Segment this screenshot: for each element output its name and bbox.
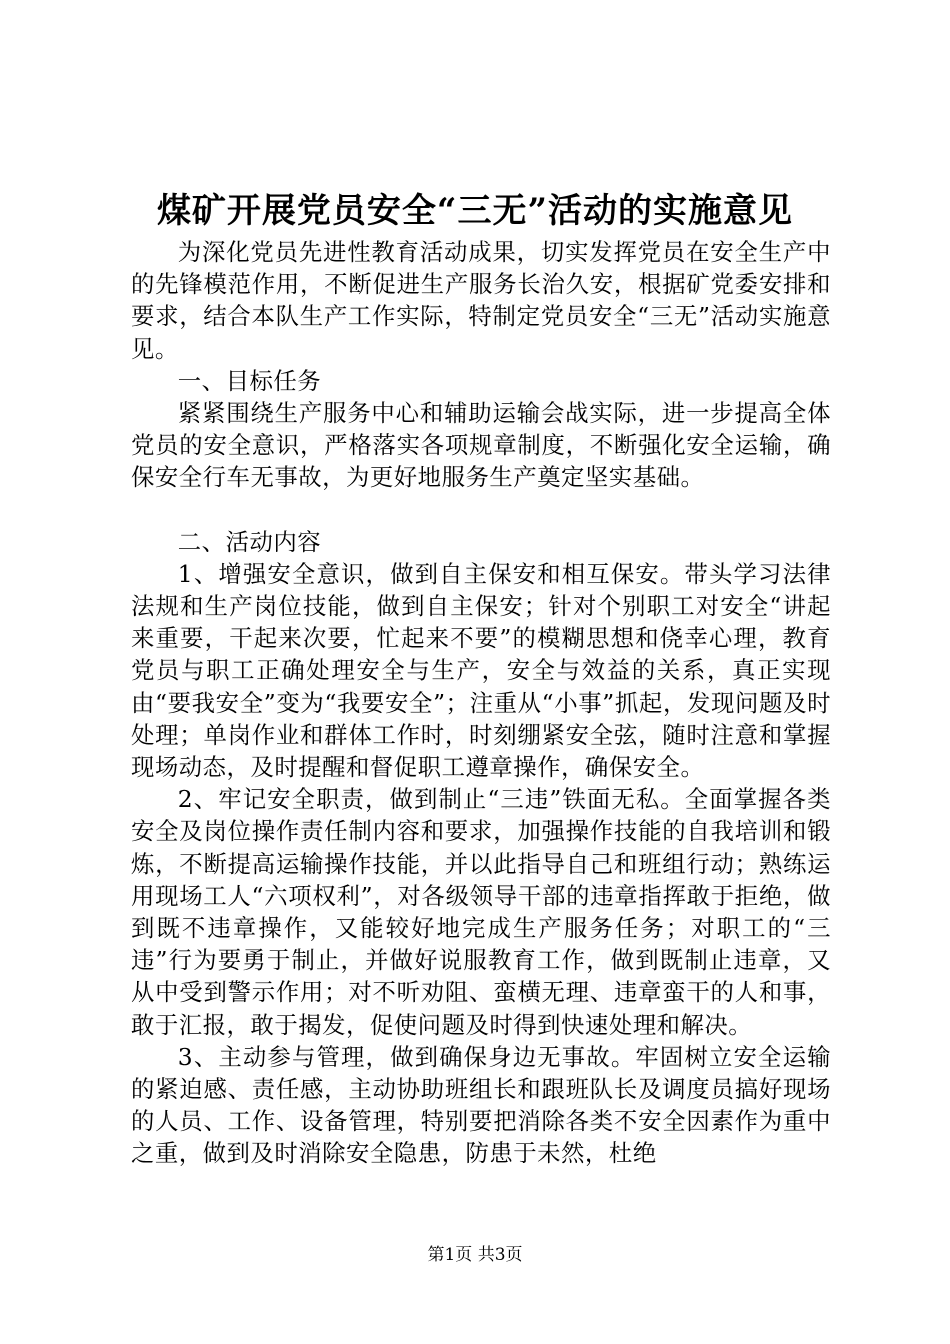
goals-paragraph: 紧紧围绕生产服务中心和辅助运输会战实际，进一步提高全体党员的安全意识，严格落实各项规章制度，不断强化安全运输，确保安全行车无事故，为更好地服务生产奠定坚实基础。 [131, 399, 831, 492]
content-item-3: 3、主动参与管理，做到确保身边无事故。牢固树立安全运输的紧迫感、责任感，主动协助班组长和跟班队长及调度员搞好现场的人员、工作、设备管理，特别要把消除各类不安全因素作为重中之重，做到及时消除安全隐患，防患于未然，杜绝 [131, 1042, 831, 1168]
page-number-footer: 第1页 共3页 [427, 1245, 523, 1265]
section-heading-goals: 一、目标任务 [177, 366, 322, 395]
content-item-2: 2、牢记安全职责，做到制止“三违”铁面无私。全面掌握各类安全及岗位操作责任制内容和要求，加强操作技能的自我培训和锻炼，不断提高运输操作技能，并以此指导自己和班组行动；熟练运用现场工人“六项权利”，对各级领导干部的违章指挥敢于拒绝，做到既不违章操作，又能较好地完成生产服务任务；对职工的“三违”行为要勇于制止，并做好说服教育工作，做到既制止违章，又从中受到警示作用；对不听劝阻、蛮横无理、违章蛮干的人和事，敢于汇报，敢于揭发，促使问题及时得到快速处理和解决。 [131, 785, 831, 1039]
content-item-1: 1、增强安全意识，做到自主保安和相互保安。带头学习法律法规和生产岗位技能，做到自主保安；针对个别职工对安全“讲起来重要，干起来次要，忙起来不要”的模糊思想和侥幸心理，教育党员与职工正确处理安全与生产，安全与效益的关系，真正实现由“要我安全”变为“我要安全”；注重从“小事”抓起，发现问题及时处理；单岗作业和群体工作时，时刻绷紧安全弦，随时注意和掌握现场动态，及时提醒和督促职工遵章操作，确保安全。 [131, 559, 831, 782]
document-body [131, 236, 831, 1170]
paragraph-spacer [131, 494, 831, 526]
section-heading-content: 二、活动内容 [177, 527, 322, 556]
document-title: 煤矿开展党员安全“三无”活动的实施意见 [156, 191, 794, 231]
intro-paragraph: 为深化党员先进性教育活动成果，切实发挥党员在安全生产中的先锋模范作用，不断促进生产服务长治久安，根据矿党委安排和要求，结合本队生产工作实际，特制定党员安全“三无”活动实施意见。 [131, 238, 831, 363]
